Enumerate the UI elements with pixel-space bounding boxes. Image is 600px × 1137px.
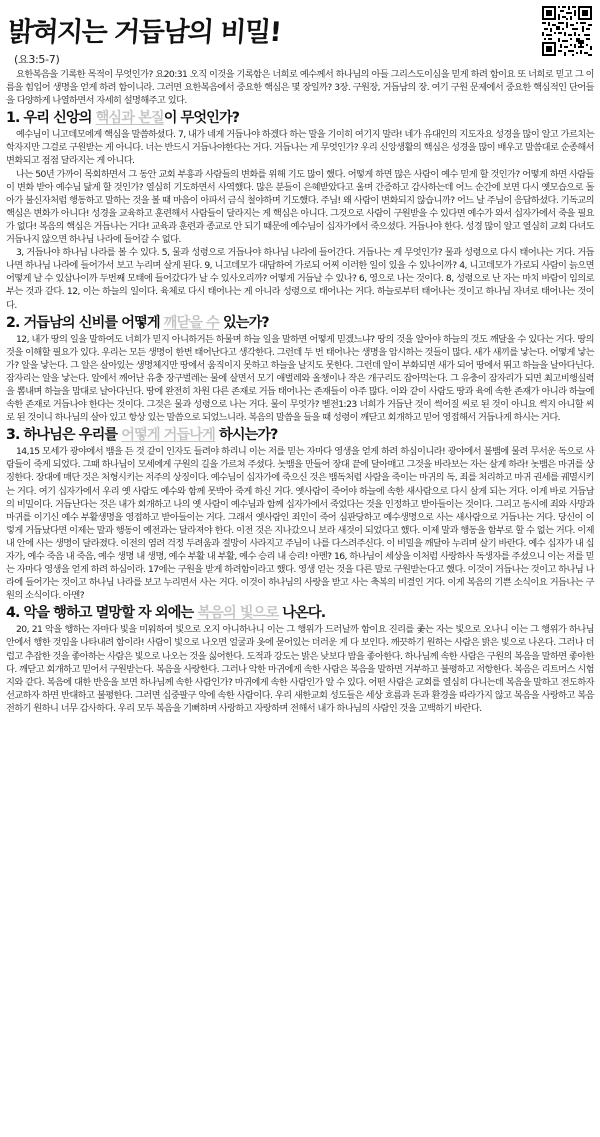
paragraph: 나는 50년 가까이 목회하면서 그 동안 교회 부흥과 사람들의 변화를 위해 기도 많이 했다. 어떻게 하면 많은 사람이 예수 믿게 할 것인가? 어떻게 하면 사람들이 변화 받아 예수님 닮게 할 것인가? 열심히 기도하면서 사역했다. 많은 분들이 은혜받았다고 울며 간증하고 감사하는데 어느 순간에 보면 다시 옛모습으로 돌아가 불신자처럼 행동하고 말하는 것을 볼 때 마음이 아파서 금식 철야하며 기도했다. 주님! 왜 사람이 변화되지 않습니까? 어느 날 주님이 응답하셨다. 기독교의 핵심은 변화가 아니다! 성경을 교육하고 훈련해서 사람들이 달라지는 게 핵심은 아니다. 그것으로 사람이 구원받을 수 있다면 예수가 와서 십자가에서 죽을 필요가 없다! 복음의 핵심은 거듭나는 거다! 교육과 훈련과 종교로 안 되기 때문에 예수님이 십자가에서 죽으셨다. 거듭나야 한다. 성경 많이 알고 열심히 교회 다녀도 거듭나지 않으면 하나님 나라에 들어갈 수 없다.: [6, 168, 594, 246]
section-4: [6, 604, 594, 715]
section-2: [6, 314, 594, 425]
section-1: [6, 109, 594, 311]
heading-text: 나온다.: [278, 605, 326, 622]
section-heading: [6, 604, 594, 623]
qr-code-icon[interactable]: [542, 6, 592, 56]
heading-text: 4. 악을 행하고 멸망할 자 외에는: [6, 605, 198, 622]
header: [6, 6, 594, 68]
heading-highlight: 복음의 빛으로: [197, 605, 279, 622]
heading-text: 있는가?: [218, 314, 269, 331]
heading-highlight: 핵심과 본질: [95, 110, 164, 127]
section-heading: [6, 109, 594, 128]
paragraph: 3, 거듭나야 하나님 나라를 볼 수 있다. 5, 물과 성령으로 거듭나야 하나님 나라에 들어간다. 거듭나는 게 무엇인가? 물과 성령으로 다시 태어나는 거다. 거듭나면 하나님 나라에 들어가서 보고 누리며 살게 된다. 9, 니고데모가 대답하여 가로되 어찌 이러한 일이 있을 수 있나이까? 4, 니고데모가 가로되 사람이 늙으면 어떻게 날 수 있삽나이까 두번째 모태에 들어갔다가 날 수 있사오리까? 어떻게 거듭날 수 있나? 6, 영으로 나는 것이다. 8, 성령으로 난 자는 마치 바람이 임의로 부는 것과 같다. 12, 이는 하늘의 일이다. 육체로 다시 태어나는 게 아니라 성령으로 태어나는 거다. 하늘로부터 태어나는 것이고 하나님 자녀로 태어나는 것이다.: [6, 247, 594, 311]
paragraph: 12, 내가 땅의 일을 말하여도 너희가 믿지 아니하거든 하물며 하늘 일을 말하면 어떻게 믿겠느냐? 땅의 것을 알아야 하늘의 것도 깨달을 수 있다는 거다. 땅의 것을 이해할 필요가 있다. 우리는 모든 생명이 한번 태어난다고 생각한다. 그런데 두 번 태어나는 생명을 암시하는 것들이 많다. 새가 새끼를 낳는다. 어떻게 낳는가? 알을 낳는다. 그 알은 살아있는 생명체지만 땅에서 움직이지 못하고 하늘을 날지도 못한다. 그런데 알이 부화되면 새가 되어 땅에서 뛰고 하늘을 날아다닌다. 잠자리는 알을 낳는다. 알에서 깨어난 유충 장구벌레는 물에 살면서 모기 애벌레와 올챙이나 작은 개구리도 잡아먹는다. 그 유충이 잠자리가 되면 최고비행실력을 뽐내며 하늘을 맘대로 날아다닌다. 땅에 완전히 차원 다른 존재로 거듭 태어나는 존재들이 아주 많다. 이와 같이 사람도 땅과 육에 속한 존재가 아니라 하늘에 속한 존재로 거듭나야 한다는 것이다. 그것은 물과 성령으로 나는 거다. 물이 무엇가? 벧전1:23 너희가 거듭난 것이 썩어질 씨로 된 것이 아니요 썩지 아니할 씨로 된 것이니 하나님의 살아 있고 항상 있는 말씀으로 되었느니라. 복음의 말씀을 들을 때 성령이 깨닫고 회개하고 믿어 영접해서 거듭나게 하시는 거다.: [6, 333, 594, 424]
sermon-body: [6, 68, 594, 715]
heading-text: 이 무엇인가?: [163, 110, 240, 127]
section-3: [6, 426, 594, 602]
sermon-title: 밝혀지는 거듭남의 비밀!: [6, 17, 282, 48]
scripture-reference: (요3:5-7): [14, 53, 60, 66]
section-heading: [6, 426, 594, 445]
heading-highlight: 깨닫을 수: [163, 314, 219, 331]
paragraph: 예수님이 니고데모에게 핵심을 말씀하셨다. 7, 내가 네게 거듭나야 하겠다 하는 말을 기이히 여기지 말라! 네가 유대인의 지도자요 성경을 많이 알고 가르치는 학자지만 그걸로 구원받는 게 아니다. 너는 반드시 거듭나야한다는 거다. 거듭나는 게 무엇인가? 우리 신앙생활의 핵심은 성경을 많이 배우고 말씀대로 순종해서 변화되고 점점 달라지는 게 아니다.: [6, 129, 594, 167]
heading-text: 1. 우리 신앙의: [6, 110, 96, 127]
paragraph: 20, 21 악을 행하는 자마다 빛을 미워하여 빛으로 오지 아니하나니 이는 그 행위가 드러날까 함이요 진리를 좇는 자는 빛으로 오나니 이는 그 행위가 하나님 안에서 행한 것임을 나타내려 함이라! 사람이 빛으로 나오면 얼굴과 옷에 묻어있는 더러운 게 다 보인다. 깨끗하기 원하는 사람은 밝은 빛으로 나온다. 그러나 더럽고 추잡한 것을 좋아하는 사람은 빛으로 나오는 것을 싫어한다. 도적과 강도는 밝은 낮보다 밤을 좋아한다. 하나님께 속한 사람은 구원의 복음을 말하면 좋아한다. 깨닫고 회개하고 믿어서 구원받는다. 복음을 사랑한다. 그러나 악한 마귀에게 속한 사람은 복음을 말하면 거부하고 불평하고 저항한다. 복음은 리트머스 시험지와 같다. 복음에 대한 반응을 보면 하나님께 속한 사람인가? 마귀에게 속한 사람인가 알 수 있다. 어떤 사람은 교회를 열심히 다니는데 복음을 말하고 전도하자 선교하자 하면 반대하고 불평한다. 그러면 십중팔구 악에 속한 사람이다. 우리 새한교회 성도들은 세상 흐름과 돈과 환경을 따라가지 않고 복음을 사랑하고 복음 전하기 원하니 너무 감사하다. 우리 모두 복음을 기뻐하며 사랑하고 자랑하며 전해서 내가 하나님의 사람인 것을 고백하기 바란다.: [6, 624, 594, 714]
heading-highlight: 어떻게 거듭나게: [121, 427, 215, 444]
section-heading: [6, 314, 594, 333]
heading-text: 3. 하나님은 우리를: [6, 427, 122, 444]
heading-text: 2. 거듭남의 신비를 어떻게: [6, 314, 164, 331]
intro-paragraph: 요한복음을 기록한 목적이 무엇인가? 요20:31 오직 이것을 기록함은 너희로 예수께서 하나님의 아들 그리스도이심을 믿게 하려 함이요 또 너희로 믿고 그 이름을 힘입어 생명을 얻게 하려 함이니라. 그러면 요한복음에서 중요한 핵심은 몇 장일까? 3장. 구원장, 거듭남의 장. 여기 구원 문제에서 중요한 핵심적인 단어들을 다양하게 나열하면서 자세히 설명해주고 있다.: [6, 69, 594, 107]
heading-text: 하시는가?: [214, 427, 278, 444]
paragraph: 14,15 모세가 광야에서 뱀을 든 것 같이 인자도 들려야 하리니 이는 저를 믿는 자마다 영생을 얻게 하려 하심이니라! 광야에서 불뱀에 물려 무서운 독으로 사람들이 죽게 되었다. 그때 하나님이 모세에게 구원의 길을 가르쳐 주셨다. 놋뱀을 만들어 장대 끝에 달아매고 그것을 바라보는 자는 살게 하라! 놋뱀은 마귀를 상징한다. 장대에 매단 것은 처형시키는 저주의 상징이다. 예수님이 십자가에 죽으신 것은 뱀독처럼 사람을 죽이는 마귀의 독, 죄를 처리하고 마귀 권세를 궤멸시키는 거다. 여기 십자가에서 우리 옛 사람도 예수와 함께 못박아 죽게 하신 거다. 옛사람이 죽어야 하늘에 속한 새사람으로 다시 살게 되는 거다. 이게 바로 거듭남의 비밀이다. 거듭난다는 것은 내가 회개하고 나의 옛 사람이 예수님과 함께 십자가에서 죽었다는 것을 인정하고 받아들이는 것이다. 그리고 동시에 죄와 사망과 마귀를 이기신 예수 부활생명을 영접하고 받아들이는 거다. 그래서 옛사람인 죄인이 죽어 심판당하고 예수생명으로 사는 새사람으로 거듭나는 거다. 당신이 이렇게 거듭났다면 이제는 말과 행동이 예전과는 달라져야 한다. 이전 것은 지나갔으니 보라 새것이 되었다고 했다. 이제 말과 행동을 함부로 할 수 없는 거다. 이제 내 안에 사는 생명이 달라졌다. 이전의 염려 걱정 두려움과 절망이 사라지고 주님이 나를 다스려주신다. 이 비밀을 깨달아 누리며 살기 바란다. 예수 십자가 내 십자가, 예수 죽음 내 죽음, 예수 생명 내 생명, 예수 부활 내 부활, 예수 승리 내 승리! 아멘? 16, 하나님이 세상을 이처럼 사랑하사 독생자를 주셨으니 이는 저를 믿는 자마다 영생을 얻게 하려 하심이라. 17에는 구원을 받게 하려함이라고 했다. 영생 얻는 것을 다른 말로 구원받는다고 했다. 이것이 거듭나는 것이고 하나님 나라에 들어가는 것이고 하나님 나라를 보고 누리면서 사는 거다. 이것이 하나님의 사랑을 받고 사는 축복의 비결인 거다. 이게 복음의 기쁜 소식이요 거듭나는 구원의 소식이다. 아멘?: [6, 446, 594, 602]
